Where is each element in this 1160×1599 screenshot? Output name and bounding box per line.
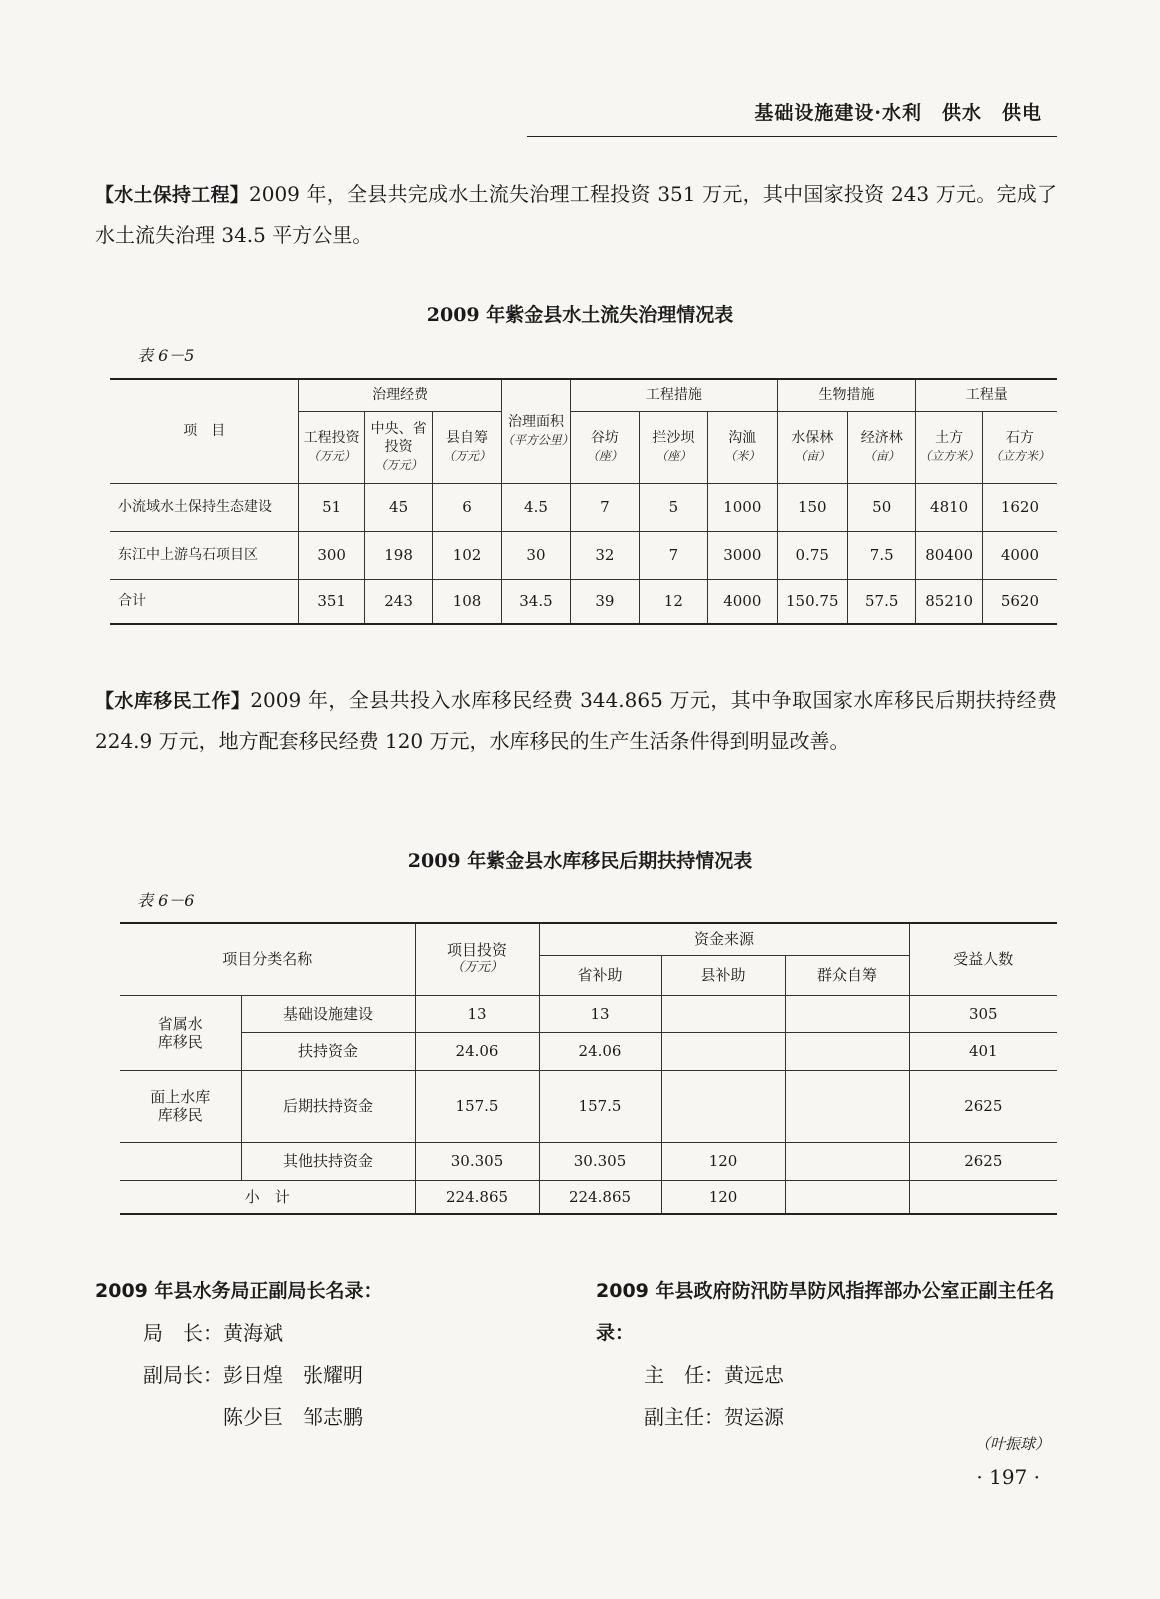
header-central: 中央、省投资 （万元）: [364, 411, 432, 483]
table-row: 小流域水土保持生态建设 51 45 6 4.5 7 5 1000 150 50 4810 1620: [110, 483, 1057, 531]
author-credit: （叶振球）: [974, 1435, 1050, 1453]
roster-line: 副主任：贺运源: [644, 1405, 784, 1429]
table-row: 扶持资金 24.06 24.06 401: [120, 1032, 1057, 1070]
roster-line: 主 任：黄远忠: [644, 1363, 784, 1387]
header-ditch: 沟洫 （米）: [708, 411, 777, 483]
roster-water-bureau: [95, 1270, 545, 1438]
header-county: 县补助: [661, 955, 785, 995]
table-row: 面上水库库移民 后期扶持资金 157.5 157.5 2625: [120, 1070, 1057, 1142]
group-surface: 面上水库库移民: [120, 1070, 241, 1142]
header-forest: 水保林 （亩）: [777, 411, 847, 483]
table-row-subtotal: 小 计 224.865 224.865 120: [120, 1180, 1057, 1214]
table-row-total: 合计 351 243 108 34.5 39 12 4000 150.75 57.5 85210 5620: [110, 579, 1057, 624]
header-quantity: 工程量: [916, 379, 1057, 411]
roster-line: 副局长：彭日煌 张耀明: [143, 1363, 363, 1387]
resettlement-support-table: [120, 922, 1057, 1215]
header-invest: 工程投资 （万元）: [299, 411, 364, 483]
header-province: 省补助: [539, 955, 661, 995]
header-county: 县自筹 （万元）: [433, 411, 501, 483]
header-engineering: 工程措施: [571, 379, 777, 411]
header-beneficiaries: 受益人数: [909, 923, 1057, 995]
header-dam: 拦沙坝 （座）: [639, 411, 707, 483]
table-label: 表 6－5: [137, 346, 195, 365]
header-stone: 石方 （立方米）: [982, 411, 1057, 483]
table-row: 省属水库移民 基础设施建设 13 13 305: [120, 995, 1057, 1032]
header-area: 治理面积 （平方公里）: [501, 379, 570, 483]
roster-heading: 2009 年县水务局正副局长名录：: [95, 1280, 383, 1302]
header-earth: 土方 （立方米）: [916, 411, 982, 483]
header-rule: [527, 136, 1057, 137]
table-label: 表 6－6: [137, 891, 195, 910]
header-self: 群众自筹: [785, 955, 909, 995]
page-number: · 197 ·: [976, 1465, 1040, 1489]
paragraph-lead: 【水库移民工作】: [95, 690, 251, 712]
header-investment: 项目投资 （万元）: [415, 923, 539, 995]
group-provincial: 省属水库移民: [120, 995, 241, 1070]
paragraph-soil-conservation: [95, 174, 1057, 255]
header-biological: 生物措施: [777, 379, 916, 411]
table-row: 其他扶持资金 30.305 30.305 120 2625: [120, 1142, 1057, 1180]
header-source: 资金来源: [539, 923, 909, 955]
table-caption: 2009 年紫金县水土流失治理情况表: [426, 304, 734, 326]
header-econ: 经济林 （亩）: [848, 411, 916, 483]
table-caption: 2009 年紫金县水库移民后期扶持情况表: [407, 850, 753, 872]
paragraph-text: 2009 年，全县共投入水库移民经费 344.865 万元，其中争取国家水库移民后期扶持经费 224.9 万元，地方配套移民经费 120 万元，水库移民的生产生活条件得到明显改善。: [95, 688, 1057, 753]
soil-erosion-table: [110, 378, 1057, 625]
running-header: 基础设施建设·水利 供水 供电: [754, 102, 1042, 124]
roster-flood-office: [596, 1270, 1058, 1438]
roster-heading: 2009 年县政府防汛防旱防风指挥部办公室正副主任名录：: [596, 1280, 1055, 1344]
header-funds: 治理经费: [299, 379, 501, 411]
roster-line: 陈少巨 邹志鹏: [223, 1405, 363, 1429]
table-row: 东江中上游乌石项目区 300 198 102 30 32 7 3000 0.75 7.5 80400 4000: [110, 531, 1057, 579]
paragraph-lead: 【水土保持工程】: [95, 184, 249, 206]
roster-line: 局 长：黄海斌: [143, 1321, 283, 1345]
header-category: 项目分类名称: [120, 923, 415, 995]
header-valley: 谷坊 （座）: [571, 411, 639, 483]
header-item: 项 目: [110, 379, 299, 483]
paragraph-reservoir-resettlement: [95, 680, 1057, 761]
paragraph-text: 2009 年，全县共完成水土流失治理工程投资 351 万元，其中国家投资 243 万元。完成了水土流失治理 34.5 平方公里。: [95, 182, 1057, 247]
